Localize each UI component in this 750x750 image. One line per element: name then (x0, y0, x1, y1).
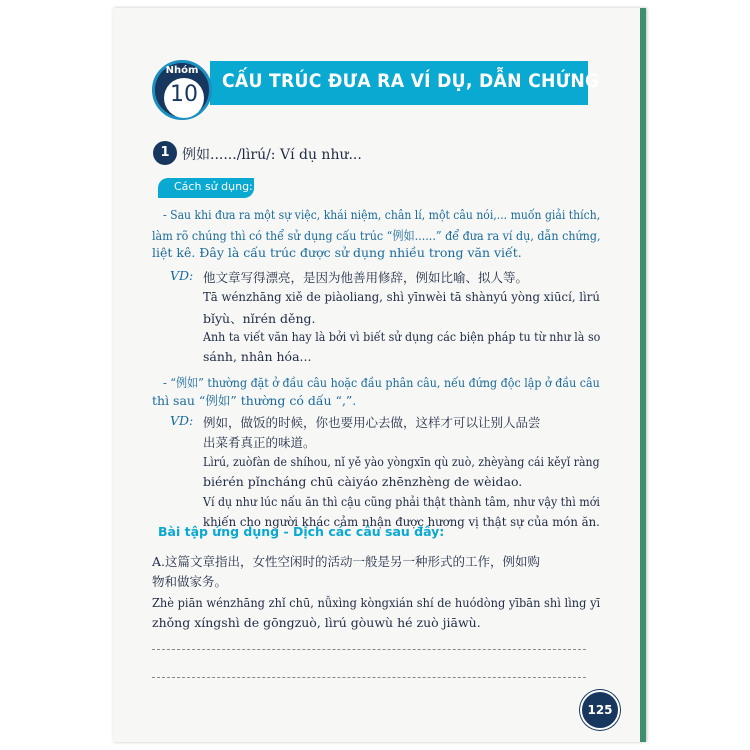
example2-vd-label: VD: (170, 413, 194, 428)
usage-para1-line-1: - Sau khi đưa ra một sự việc, khái niệm, chân lí, một câu nói,... muốn giải thích, (163, 207, 601, 222)
group-label: Nhóm (165, 65, 199, 76)
example2-line-6: khiến cho người khác cảm nhận được hương vị thật sự của món ăn. (203, 514, 600, 529)
exercise-line-2: 物和做家务。 (152, 574, 228, 589)
usage-para1-line-2: làm rõ chúng thì có thể sử dụng cấu trúc “例如......” để đưa ra ví dụ, dẫn chứng, (152, 228, 601, 243)
chapter-title: CẤU TRÚC ĐƯA RA VÍ DỤ, DẪN CHỨNG (222, 70, 600, 92)
exercise-line-4: zhǒng xíngshì de gōngzuò, lìrú gòuwù hé zuò jiāwù. (152, 615, 481, 630)
usage-para1-line-3: liệt kê. Đây là cấu trúc được sử dụng nhiều trong văn viết. (152, 245, 522, 260)
example1-vd-label: VD: (170, 268, 194, 283)
exercise-line-1: A.这篇文章指出，女性空闲时的活动一般是另一种形式的工作，例如购 (152, 554, 541, 569)
exercise-line-3: Zhè piān wénzhāng zhǐ chū, nǚxìng kòngxián shí de huódòng yībān shì lìng yī (152, 595, 601, 610)
example1-line-5: sánh, nhân hóa... (203, 349, 312, 364)
example1-line-4: Anh ta viết văn hay là bởi vì biết sử dụng các biện pháp tu từ như là so (203, 329, 601, 344)
page-number: 125 (580, 690, 620, 730)
usage-para2-line-1: - “例如” thường đặt ở đầu câu hoặc đầu phân câu, nếu đứng độc lập ở đầu câu (163, 375, 600, 390)
answer-line-1 (152, 649, 586, 650)
answer-line-2 (152, 677, 586, 678)
example2-line-5: Ví dụ như lúc nấu ăn thì cậu cũng phải thật thành tâm, như vậy thì mới (203, 494, 600, 509)
section-heading: 例如....../lìrú/: Ví dụ như... (182, 147, 362, 163)
group-number: 10 (170, 82, 198, 107)
example2-line-4: biérén pǐncháng chū càiyáo zhēnzhèng de wèidao. (203, 474, 523, 489)
usage-para2-line-2: thì sau “例如” thường có dấu “,”. (152, 393, 357, 408)
example2-line-3: Lìrú, zuòfàn de shíhou, nǐ yě yào yòngxīn qù zuò, zhèyàng cái kěyǐ ràng (203, 454, 600, 469)
usage-tab (158, 178, 254, 198)
example1-line-3: bǐyù、nǐrén děng. (203, 311, 316, 326)
usage-label: Cách sử dụng: (174, 180, 253, 193)
example2-line-1: 例如，做饭的时候，你也要用心去做，这样才可以让别人品尝 (203, 415, 541, 430)
example1-line-1: 他文章写得漂亮，是因为他善用修辞，例如比喻、拟人等。 (203, 270, 529, 285)
example2-line-2: 出菜肴真正的味道。 (203, 435, 316, 450)
group-badge (152, 60, 212, 120)
exercise-title: Bài tập ứng dụng - Dịch các câu sau đây: (158, 524, 445, 539)
example1-line-2: Tā wénzhāng xiě de piàoliang, shì yīnwèi tā shànyú yòng xiūcí, lìrú (203, 289, 600, 304)
section-number: 1 (153, 141, 177, 165)
group-badge-inner (164, 78, 204, 118)
